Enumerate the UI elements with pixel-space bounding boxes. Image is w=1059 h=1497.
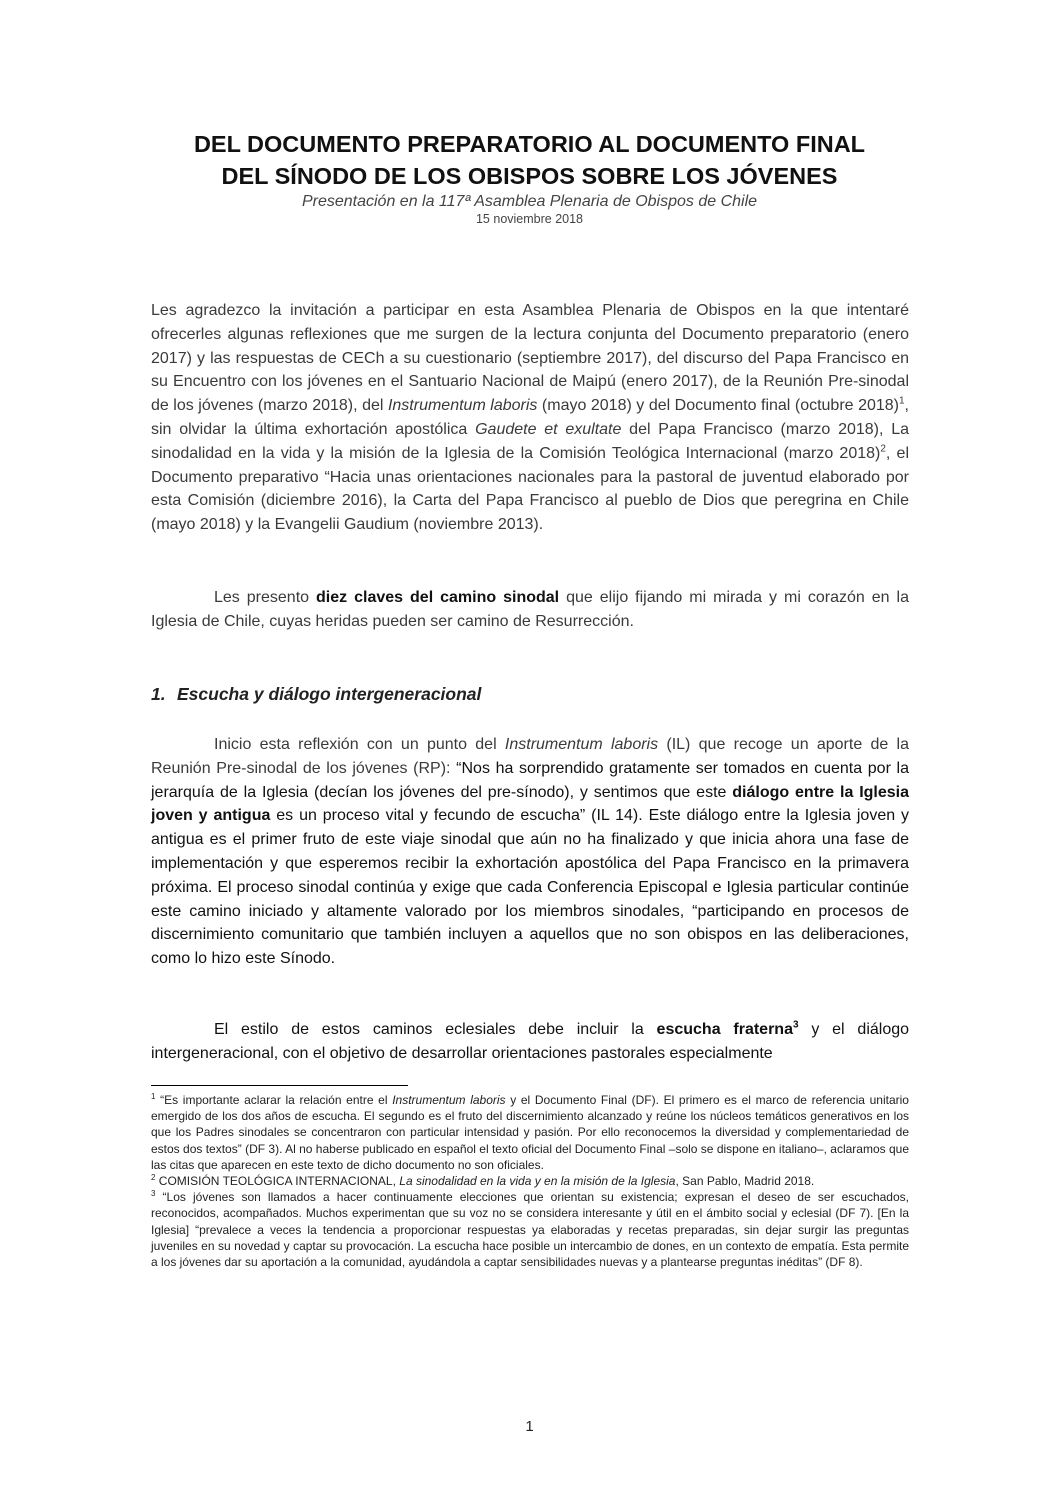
footnote-separator [151,1085,408,1086]
section-text: Inicio esta reflexión con un punto del [214,736,505,753]
intro-text: , sin olvidar la última exhortación apostólica [151,397,909,438]
intro-paragraph-2 [151,586,909,634]
footnote-text: “Los jóvenes son llamados a hacer continuamente elecciones que orientan su existencia; expresan el deseo de ser escuchados, reconocidos, acompañados. Muchos experimentan que su voz no se considera interesante y útil en el ámbito social y eclesial (DF 7). [En la Iglesia] “prevalece a veces la tendencia a proporcionar respuestas ya elaboradas y recetas preparadas, sin dejar surgir las preguntas juveniles en su novedad y captar su provocación. La escucha hace posible un intercambio de dones, en un contexto de empatía. Esta permite a los jóvenes dar su aportación a la comunidad, ayudándola a captar sensibilidades nuevas y a plantearse preguntas inéditas” (DF 8). [151,1190,909,1270]
title-line-1: DEL DOCUMENTO PREPARATORIO AL DOCUMENTO FINAL [193,131,866,157]
footnote-mark: 1 [151,1092,156,1101]
intro-italic-ge: Gaudete et exultate [475,420,622,438]
footnote-1 [151,1092,909,1173]
footnote-italic: Instrumentum laboris [392,1093,506,1107]
intro-text: Les presento [214,589,317,606]
section-quote: “Nos ha sorprendido gratamente ser tomados en cuenta por la jerarquía de la Iglesia (decían los jóvenes del pre-sínodo), y sentimos que este [151,759,910,801]
intro-text: (mayo 2018) y del Documento final (octubre 2018) [537,397,899,415]
footnote-3 [151,1189,909,1270]
footnote-ref-3: 3 [792,1019,799,1031]
footnote-text: , San Pablo, Madrid 2018. [675,1174,815,1189]
footnote-ref-2: 2 [880,443,886,455]
section-quote: es un proceso vital y fecundo de escucha” (IL 14). Este diálogo entre la Iglesia joven y antigua es el primer fruto de este viaje sinodal que aún no ha finalizado y que inicia ahora una fase de implementación y que esperemos recibir la exhortación apostólica del Papa Francisco en la primavera próxima. El proceso sinodal continúa y exige que cada Conferencia Episcopal e Iglesia particular continúe este camino iniciado y altamente valorado por los miembros sinodales, “participando en procesos de discernimiento comunitario que también incluyen a aquellos que no son obispos en las deliberaciones, como lo hizo este Sínodo. [151,807,910,968]
footnotes [151,1092,909,1270]
footnote-text: y el Documento Final (DF). El primero es el marco de referencia unitario emergido de los dos años de escucha. El segundo es el fruto del discernimiento alcanzado y reúne los núcleos temáticos generativos en los que los Padres sinodales se concentraron con particular intensidad y pasión. Por ello reconocemos la diversidad y complementariedad de estos dos textos” (DF 3). Al no haberse publicado en español el texto oficial del Documento Final –solo se dispone en italiano–, aclaramos que las citas que aparecen en este texto de dicho documento no son oficiales. [151,1093,909,1172]
footnote-text: COMISIÓN TEOLÓGICA INTERNACIONAL, [155,1174,400,1189]
page-number: 1 [525,1418,534,1435]
footnote-mark: 2 [151,1173,156,1183]
document-header [0,128,1059,226]
date: 15 noviembre 2018 [475,212,584,226]
section-bold: escucha fraterna [656,1021,793,1038]
section-1-paragraph-1 [151,733,909,971]
section-text: El estilo de estos caminos eclesiales debe incluir la [214,1021,657,1038]
intro-text: , el Documento preparativo “Hacia unas orientaciones nacionales para la pastoral de juventud elaborado por esta Comisión (diciembre 2016), la Carta del Papa Francisco al pueblo de Dios que peregrina en Chile (mayo 2018) y la Evangelii Gaudium (noviembre 2013). [151,444,910,534]
footnote-italic: La sinodalidad en la vida y en la misión de la Iglesia [399,1174,676,1189]
footnote-2 [151,1173,909,1189]
intro-bold: diez claves del camino sinodal [316,589,560,606]
section-text: (IL) que recoge un aporte de la Reunión Pre-sinodal de los jóvenes (RP): [151,736,910,777]
section-text: y el diálogo intergeneracional, con el objetivo de desarrollar orientaciones pastorales especialmente [151,1021,910,1062]
section-title: Escucha y diálogo intergeneracional [177,684,482,704]
section-1-paragraph-2 [151,1018,909,1066]
footnote-ref-1: 1 [898,395,905,407]
section-number: 1. [151,684,166,704]
intro-text: Les agradezco la invitación a participar en esta Asamblea Plenaria de Obispos en la que intentaré ofrecerles algunas reflexiones que me surgen de la lectura conjunta del Documento preparatorio (enero 2017) y las respuestas de CECh a su cuestionario (septiembre 2017), del discurso del Papa Francisco en su Encuentro con los jóvenes en el Santuario Nacional de Maipú (enero 2017), de la Reunión Pre-sinodal de los jóvenes (marzo 2018), del [151,302,909,415]
section-bold: diálogo entre la Iglesia joven y antigua [151,783,909,825]
section-italic-il: Instrumentum laboris [504,736,659,753]
title-line-2: DEL SÍNODO DE LOS OBISPOS SOBRE LOS JÓVENES [221,163,838,189]
intro-text: del Papa Francisco (marzo 2018), La sinodalidad en la vida y la misión de la Iglesia de la Comisión Teológica Internacional (marzo 2018) [151,420,910,462]
intro-paragraph-1 [151,299,909,537]
intro-text: que elijo fijando mi mirada y mi corazón en la Iglesia de Chile, cuyas heridas pueden ser camino de Resurrección. [151,589,909,630]
section-1-heading [151,684,481,705]
subtitle: Presentación en la 117ª Asamblea Plenaria de Obispos de Chile [301,193,758,210]
footnote-text: “Es importante aclarar la relación entre el [155,1093,393,1107]
footnote-mark: 3 [151,1189,156,1199]
intro-italic-il: Instrumentum laboris [387,397,538,415]
